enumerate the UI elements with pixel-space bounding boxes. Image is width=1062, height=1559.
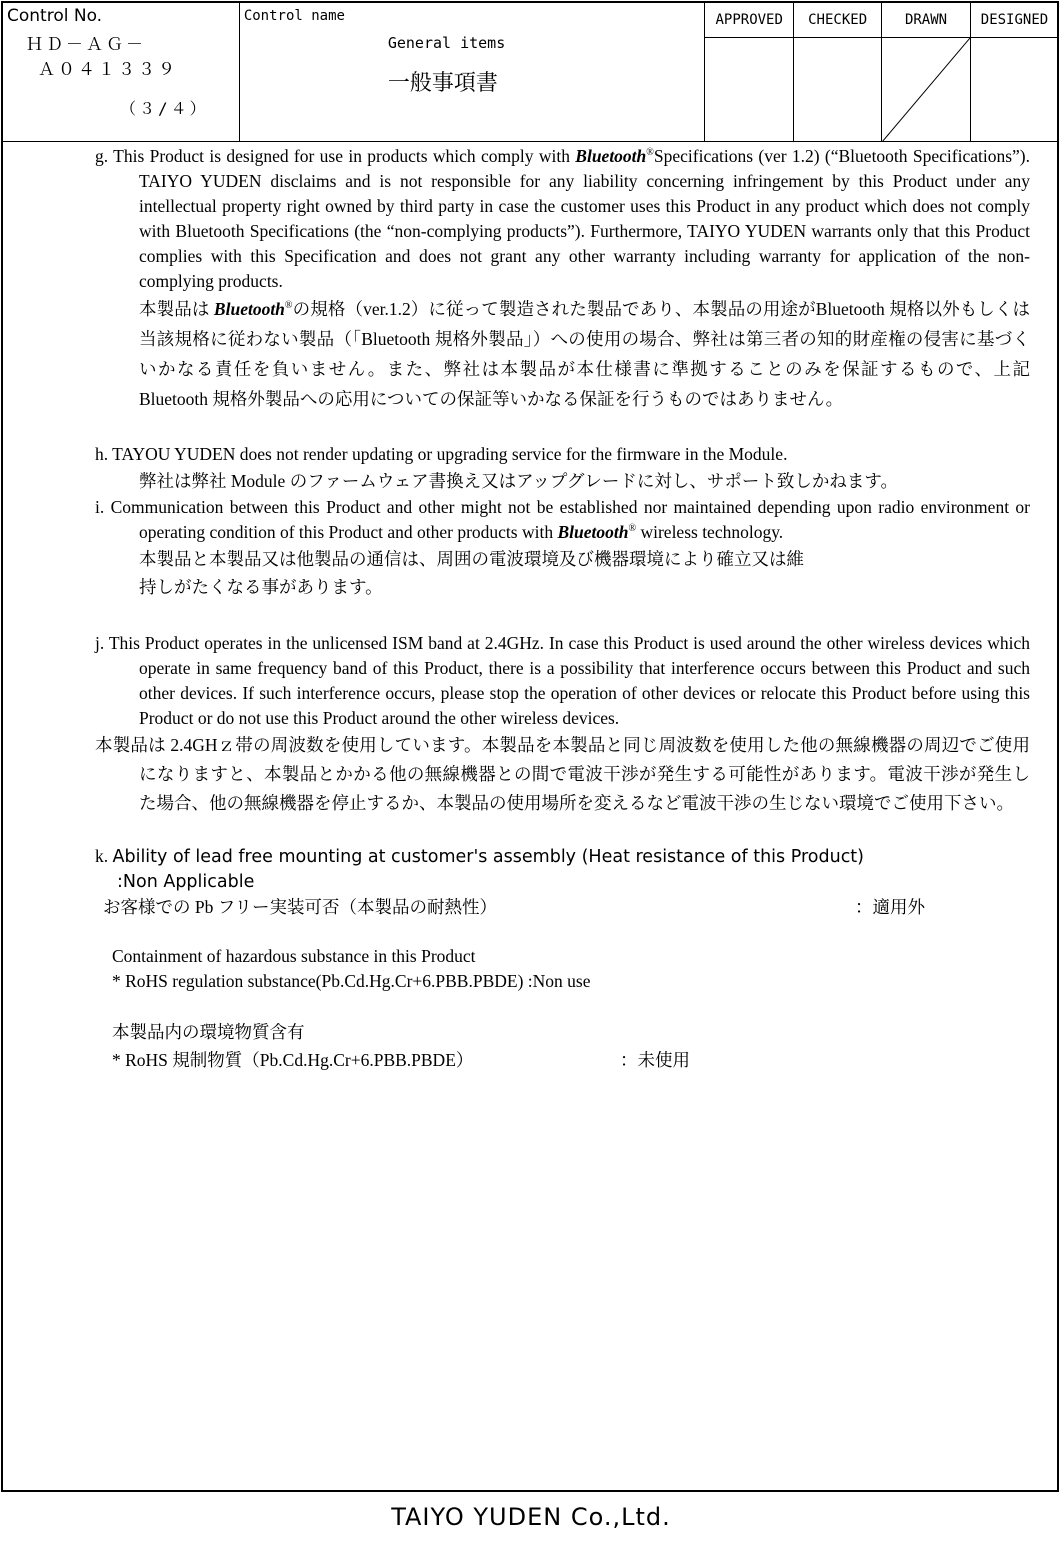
control-no-line2: Ａ０４１３３９	[38, 60, 178, 80]
control-no-label: Control No.	[7, 6, 103, 26]
diagonal-strike	[882, 38, 970, 142]
section-k-en: k. Ability of lead free mounting at customer's assembly (Heat resistance of this Product)	[95, 846, 865, 867]
section-i-jp-2: 持しがたくなる事があります。	[139, 577, 383, 597]
section-j-jp: 本製品は 2.4GHｚ帯の周波数を使用しています。本製品を本製品と同じ周波数を使用した他の無線機器の周辺でご使用になりますと、本製品とかかる他の無線機器との間で電波干渉が発生する可能性があります。電波干渉が発生した場合、他の無線機器を停止するか、本製品の使用場所を変えるなど電波干渉の生じない環境でご使用下さい。	[95, 735, 1030, 813]
section-h-jp: 弊社は弊社 Module のファームウェア書換え又はアップグレードに対し、サポート致しかねます。	[139, 471, 898, 491]
document-body	[95, 144, 1030, 1074]
section-h-en: h. TAYOU YUDEN does not render updating or upgrading service for the firmware in the Module.	[95, 444, 788, 464]
control-name-cell	[239, 2, 704, 142]
drawn-header: DRAWN	[882, 2, 971, 38]
rohs-jp-line: * RoHS 規制物質（Pb.Cd.Hg.Cr+6.PBB.PBDE） ：未使用	[112, 1050, 690, 1070]
rohs-line: * RoHS regulation substance(Pb.Cd.Hg.Cr+6.PBB.PBDE) :Non use	[112, 971, 591, 991]
section-k-value: :Non Applicable	[117, 872, 255, 892]
page-number: （３/４）	[120, 99, 209, 118]
drawn-stamp-box	[882, 38, 971, 142]
section-k-jp: お客様での Pb フリー実装可否（本製品の耐熱性） ：適用外	[103, 897, 925, 917]
section-i-en: i. Communication between this Product and other might not be established nor maintained depending upon radio environment or operating condition of this Product and other products with Bluetooth® wireless technology.	[95, 497, 1030, 542]
header-table	[1, 1, 1059, 142]
company-footer: TAIYO YUDEN Co.,Ltd.	[391, 1503, 671, 1531]
approved-stamp-box	[705, 38, 794, 142]
control-name-jp: 一般事項書	[387, 71, 498, 96]
rohs-jp-title: 本製品内の環境物質含有	[112, 1022, 305, 1042]
designed-header: DESIGNED	[970, 2, 1058, 38]
checked-stamp-box	[794, 38, 882, 142]
section-g-en: g. This Product is designed for use in products which comply with Bluetooth®Specifications (ver 1.2) (“Bluetooth Specifications”). TAIYO YUDEN disclaims and is not responsible for any liability concerning infringement by this Product under any intellectual property right owned by third party in case the customer uses this Product in any product which does not comply with Bluetooth Specifications (the “non-complying products”). Furthermore, TAIYO YUDEN warrants only that this Product complies with this Specification and does not grant any other warranty including warranty for application of the non-complying products.	[95, 146, 1030, 291]
control-name-label: Control name	[243, 8, 345, 24]
control-no-cell	[2, 2, 240, 142]
section-j-en: j. This Product operates in the unlicensed ISM band at 2.4GHz. In case this Product is used around the other wireless devices which operate in same frequency band of this Product, there is a possibility that interference occurs between this Product and such other devices. If such interference occurs, please stop the operation of other devices or relocate this Product before using this Product or do not use this Product around the other wireless devices.	[95, 633, 1030, 728]
checked-header: CHECKED	[794, 2, 882, 38]
designed-stamp-box	[970, 38, 1058, 142]
section-g-jp: 本製品は Bluetooth®の規格（ver.1.2）に従って製造された製品であり、本製品の用途がBluetooth 規格以外もしくは当該規格に従わない製品（「Bluetooth 規格外製品」）への使用の場合、弊社は第三者の知的財産権の侵害に基づくいかなる責任を負いません。また、弊社は本製品が本仕様書に準拠することのみを保証するもので、上記 Bluetooth 規格外製品への応用についての保証等いかなる保証を行うものではありません。	[139, 299, 1031, 409]
rohs-title: Containment of hazardous substance in this Product	[112, 946, 476, 966]
section-i-jp-1: 本製品と本製品又は他製品の通信は、周囲の電波環境及び機器環境により確立又は維	[139, 549, 804, 569]
control-no-line1: ＨＤ－ＡＧ－	[26, 35, 146, 55]
control-name-en: General items	[387, 34, 506, 52]
approved-header: APPROVED	[705, 2, 794, 38]
